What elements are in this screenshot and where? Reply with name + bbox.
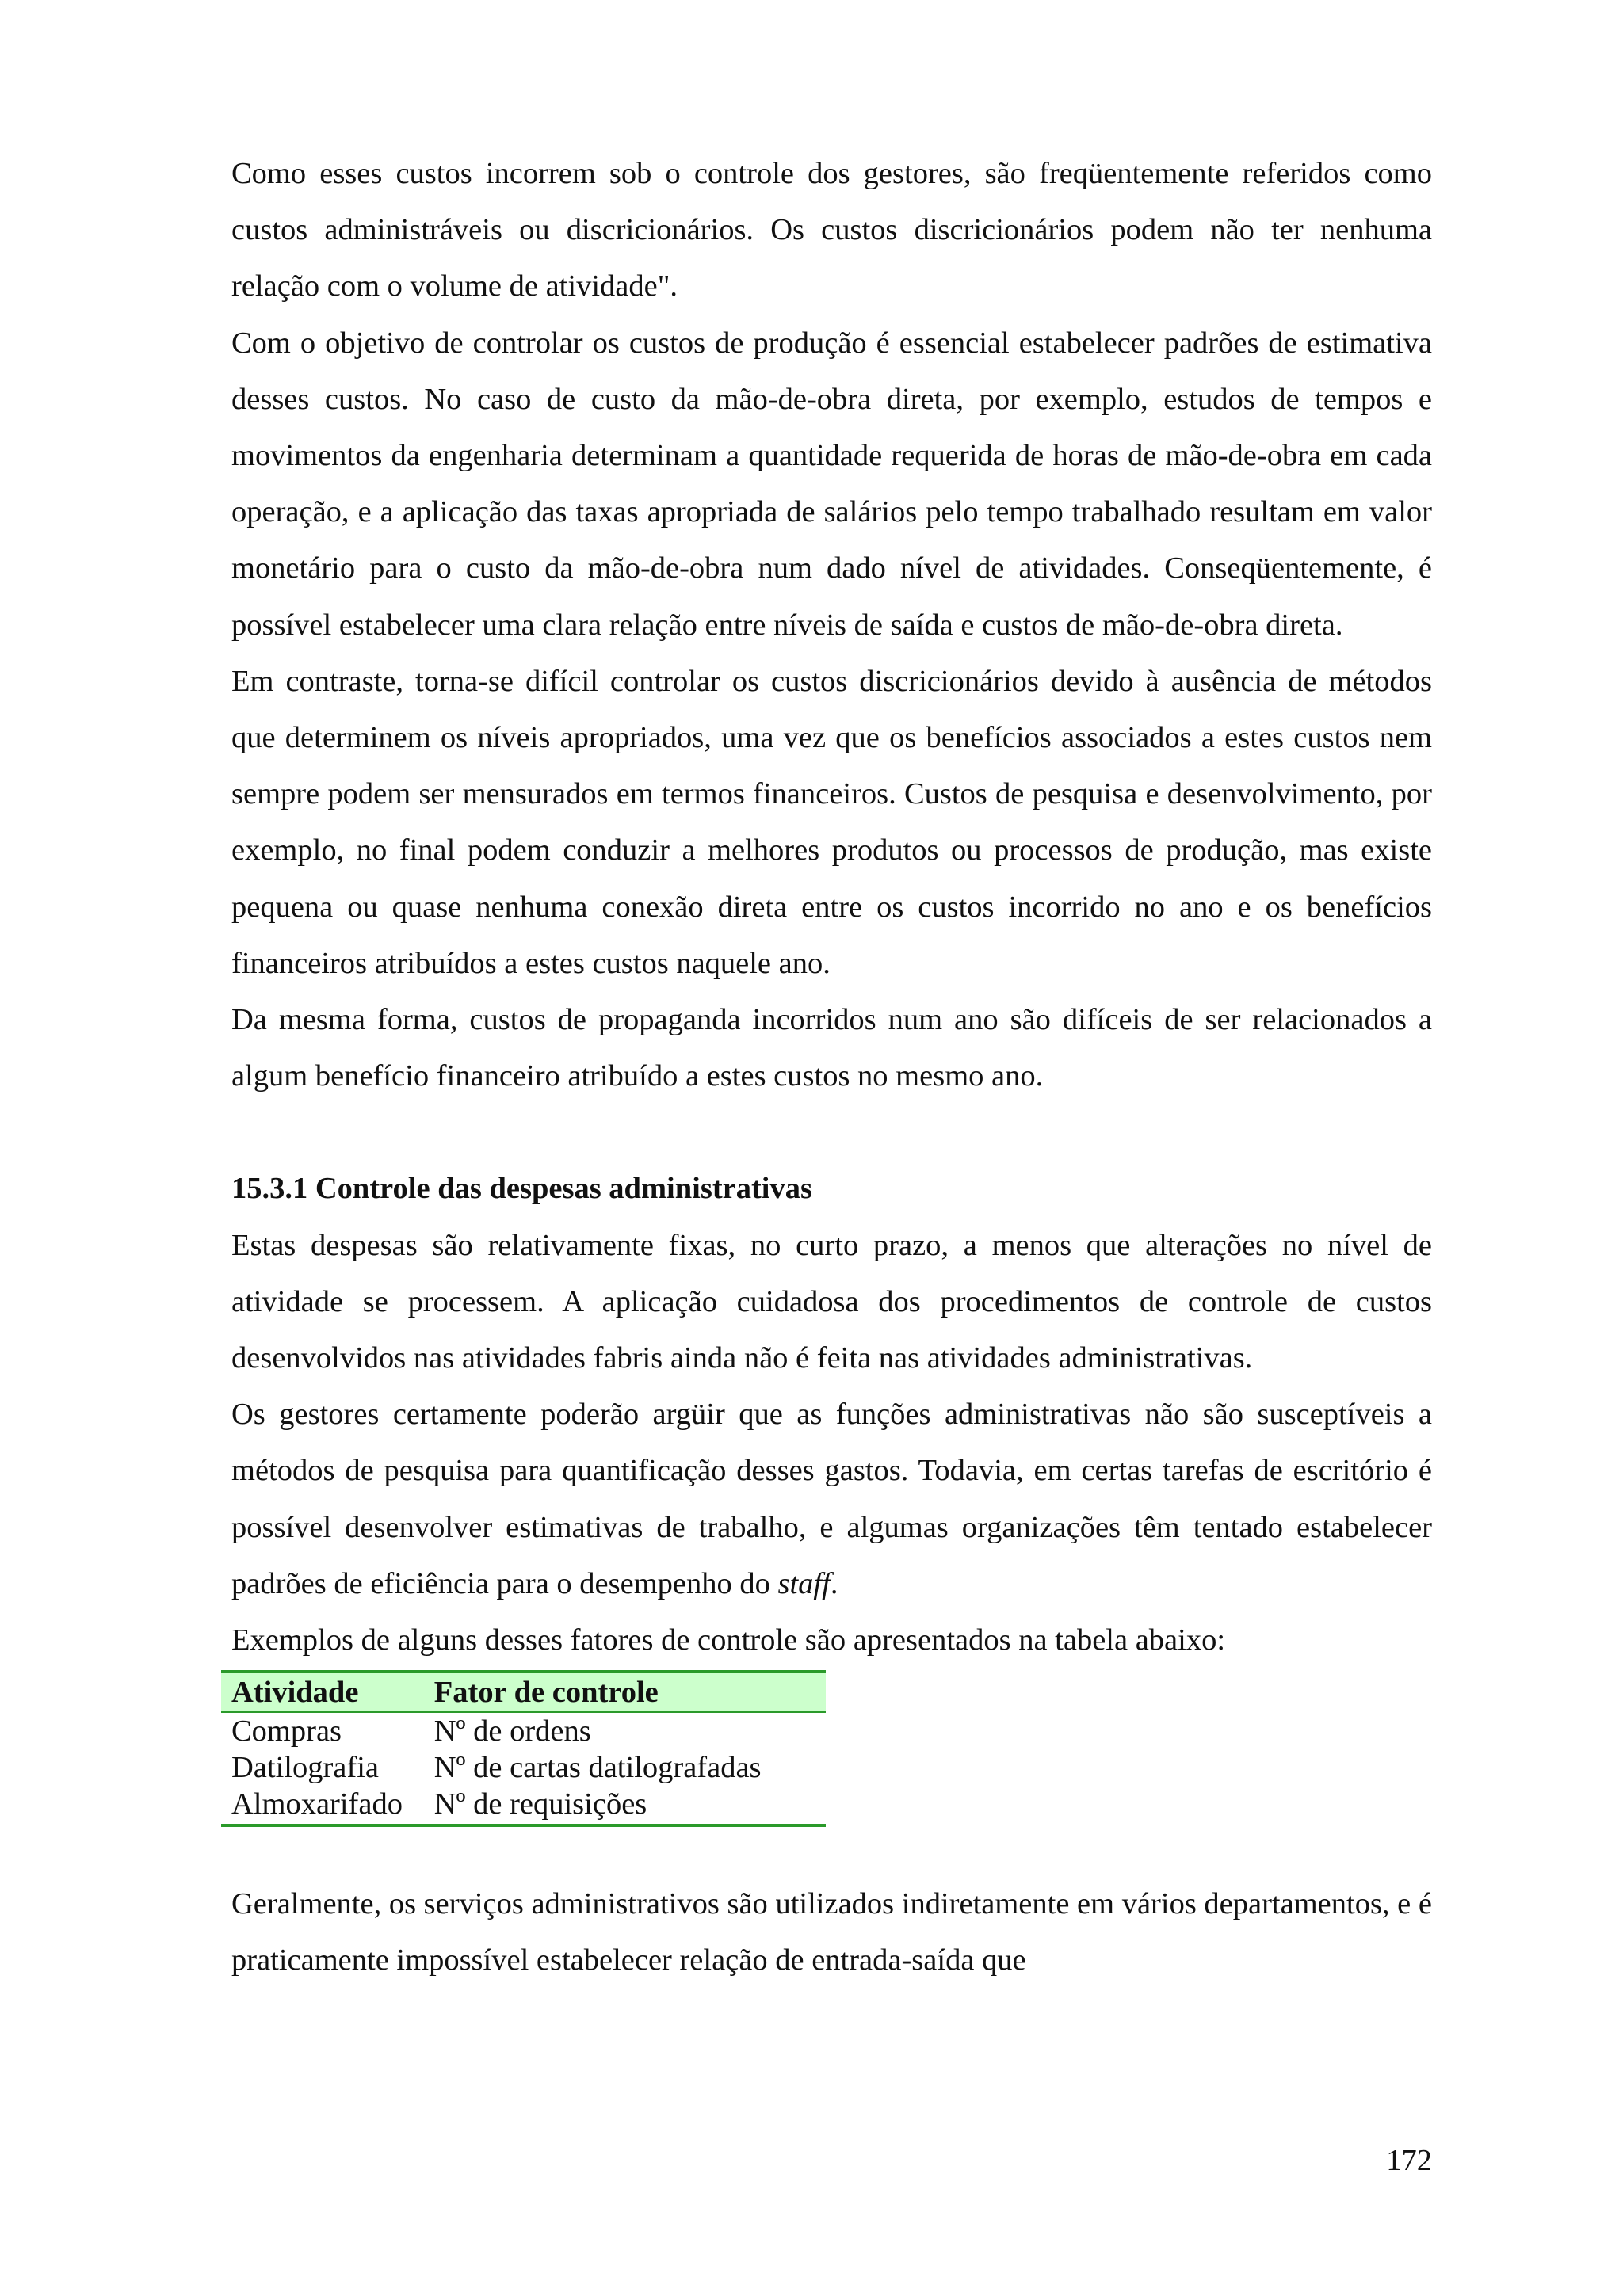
paragraph-end: . bbox=[830, 1566, 838, 1600]
paragraph: Da mesma forma, custos de propaganda incorridos num ano são difíceis de ser relacionados a algum benefício financeiro atribuído a estes custos no mesmo ano. bbox=[231, 1003, 1432, 1093]
table-row bbox=[221, 1712, 826, 1750]
blank-line bbox=[231, 1104, 1432, 1161]
control-factors-table bbox=[221, 1670, 826, 1827]
paragraph-text: Os gestores certamente poderão argüir que as funções administrativas não são susceptíveis a métodos de pesquisa para quantificação desses gastos. Todavia, em certas tarefas de escritório é possível desenvolver estimativas de trabalho, e algumas organizações têm tentado estabelecer padrões de eficiência para o desempenho do bbox=[231, 1398, 1432, 1600]
table-header-row bbox=[221, 1672, 826, 1712]
header-atividade: Atividade bbox=[221, 1672, 423, 1712]
paragraph: Exemplos de alguns desses fatores de controle são apresentados na tabela abaixo: bbox=[231, 1623, 1226, 1657]
cell-factor: Nº de ordens bbox=[433, 1714, 591, 1749]
header-fator-de-controle: Fator de controle bbox=[423, 1672, 826, 1712]
paragraph: Geralmente, os serviços administrativos são utilizados indiretamente em vários departamentos, e é praticamente impossível estabelecer relação de entrada-saída que bbox=[231, 1887, 1432, 1978]
cell-activity: Compras bbox=[231, 1714, 342, 1749]
paragraph bbox=[231, 1386, 1432, 1612]
cell-factor: Nº de cartas datilografadas bbox=[433, 1751, 762, 1785]
table-row bbox=[221, 1786, 826, 1825]
paragraph: Com o objetivo de controlar os custos de produção é essencial estabelecer padrões de estimativa desses custos. No caso de custo da mão-de-obra direta, por exemplo, estudos de tempos e movimentos da engenharia determinam a quantidade requerida de horas de mão-de-obra em cada operação, e a aplicação das taxas apropriada de salários pelo tempo trabalhado resultam em valor monetário para o custo da mão-de-obra num dado nível de atividades. Conseqüentemente, é possível estabelecer uma clara relação entre níveis de saída e custos de mão-de-obra direta. bbox=[231, 326, 1432, 642]
page-content bbox=[231, 146, 1432, 1989]
cell-activity: Datilografia bbox=[231, 1751, 379, 1785]
italic-term: staff bbox=[777, 1566, 831, 1600]
cell-factor: Nº de requisições bbox=[423, 1786, 826, 1825]
paragraph: Estas despesas são relativamente fixas, no curto prazo, a menos que alterações no nível de atividade se processem. A aplicação cuidadosa dos procedimentos de controle de custos desenvolvidos nas atividades fabris ainda não é feita nas atividades administrativas. bbox=[231, 1228, 1432, 1375]
page-number: 172 bbox=[1386, 2144, 1432, 2177]
cell-activity: Almoxarifado bbox=[221, 1786, 423, 1825]
section-heading: 15.3.1 Controle das despesas administrativas bbox=[231, 1172, 812, 1206]
paragraph: Em contraste, torna-se difícil controlar os custos discricionários devido à ausência de métodos que determinem os níveis apropriados, uma vez que os benefícios associados a estes custos nem sempre podem ser mensurados em termos financeiros. Custos de pesquisa e desenvolvimento, por exemplo, no final podem conduzir a melhores produtos ou processos de produção, mas existe pequena ou quase nenhuma conexão direta entre os custos incorrido no ano e os benefícios financeiros atribuídos a estes custos naquele ano. bbox=[231, 664, 1432, 980]
paragraph: Como esses custos incorrem sob o controle dos gestores, são freqüentemente referidos como custos administráveis ou discricionários. Os custos discricionários podem não ter nenhuma relação com o volume de atividade". bbox=[231, 157, 1432, 303]
table-row bbox=[221, 1749, 826, 1786]
